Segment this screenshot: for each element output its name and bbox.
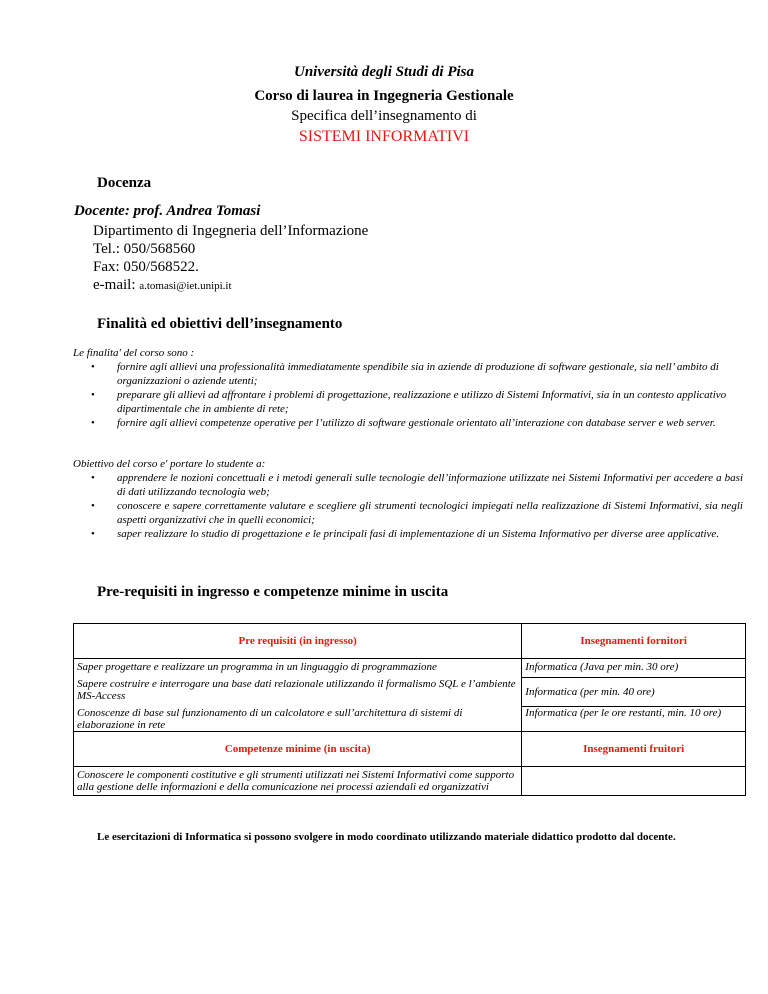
email-label: e-mail:: [93, 277, 136, 293]
fruitori-cell: [522, 766, 746, 795]
col-header-competenze: Competenze minime (in uscita): [74, 731, 522, 766]
col-header-fornitori: Insegnamenti fornitori: [522, 624, 746, 659]
docente-name: Docente: prof. Andrea Tomasi: [74, 203, 261, 219]
docenza-heading: Docenza: [97, 175, 152, 191]
prereq-heading: Pre-requisiti in ingresso e competenze minime in uscita: [97, 584, 449, 600]
obiettivi-list: [73, 471, 743, 541]
col-header-fruitori: Insegnamenti fruitori: [522, 731, 746, 766]
table-row: [74, 707, 746, 732]
finalita-block: [73, 346, 743, 430]
list-item: • apprendere le nozioni concettuali e i metodi generali sulle tecnologie dell’informazione utilizzate nei Sistemi Informativi per accedere a basi di dati utilizzando tecnologia web;: [73, 471, 743, 499]
prereq-cell: Sapere costruire e interrogare una base dati relazionale utilizzando il formalismo SQL e l’ambiente MS-Access: [74, 678, 522, 707]
list-item: • conoscere e sapere correttamente valutare e scegliere gli strumenti tecnologici impiegati nella realizzazione di Sistemi Informativi, sia negli aspetti organizzativi che in quelli economici;: [73, 499, 743, 527]
finalita-heading: Finalità ed obiettivi dell’insegnamento: [97, 316, 343, 332]
contact-block: [93, 222, 368, 295]
prereq-cell: Conoscenze di base sul funzionamento di un calcolatore e sull’architettura di sistemi di elaborazione in rete: [74, 707, 522, 732]
obiettivi-block: [73, 457, 743, 541]
list-item: • fornire agli allievi una professionalità immediatamente spendibile sia in aziende di produzione di software gestionale, sia nell’ ambito di organizzazioni o aziende utenti;: [73, 360, 743, 388]
footer-note: Le esercitazioni di Informatica si possono svolgere in modo coordinato utilizzando materiale didattico prodotto dal docente.: [97, 831, 676, 843]
course-cell: Informatica (per min. 40 ore): [522, 678, 746, 707]
department: Dipartimento di Ingegneria dell’Informazione: [93, 223, 369, 239]
email-link[interactable]: a.tomasi@iet.unipi.it: [139, 280, 232, 292]
prereq-cell: Saper progettare e realizzare un programma in un linguaggio di programmazione: [74, 659, 522, 678]
degree-title: Corso di laurea in Ingegneria Gestionale: [254, 88, 514, 104]
prereq-table: [73, 623, 746, 796]
table-header-row: [74, 624, 746, 659]
course-cell: Informatica (per le ore restanti, min. 10 ore): [522, 707, 746, 732]
email-line: [93, 276, 368, 295]
course-cell: Informatica (Java per min. 30 ore): [522, 659, 746, 678]
table-row: [74, 678, 746, 707]
spec-line: Specifica dell’insegnamento di: [291, 108, 477, 124]
competenze-cell: Conoscere le componenti costitutive e gli strumenti utilizzati nei Sistemi Informativi come supporto alla gestione delle informazioni e della comunicazione nei processi aziendali ed organizzativi: [74, 766, 522, 795]
table-row: [74, 659, 746, 678]
list-item: • fornire agli allievi competenze operative per l’utilizzo di software gestionale orientato all’interazione con database server e web server.: [73, 416, 743, 430]
col-header-prereq: Pre requisiti (in ingresso): [74, 624, 522, 659]
table-row: [74, 766, 746, 795]
obiettivi-intro: Obiettivo del corso e' portare lo studente a:: [73, 458, 266, 470]
list-item: • saper realizzare lo studio di progettazione e le principali fasi di implementazione di un Sistema Informativo per diverse aree applicative.: [73, 527, 743, 541]
university-title: Università degli Studi di Pisa: [293, 64, 474, 80]
course-title: SISTEMI INFORMATIVI: [298, 128, 470, 145]
telephone: Tel.: 050/568560: [93, 241, 196, 257]
list-item: • preparare gli allievi ad affrontare i problemi di progettazione, realizzazione e utilizzo di Sistemi Informativi, sia in un contesto applicativo dipartimentale che in ambiente di rete;: [73, 388, 743, 416]
finalita-intro: Le finalita' del corso sono :: [73, 347, 195, 359]
finalita-list: [73, 360, 743, 430]
table-header-row: [74, 731, 746, 766]
fax: Fax: 050/568522.: [93, 259, 199, 275]
